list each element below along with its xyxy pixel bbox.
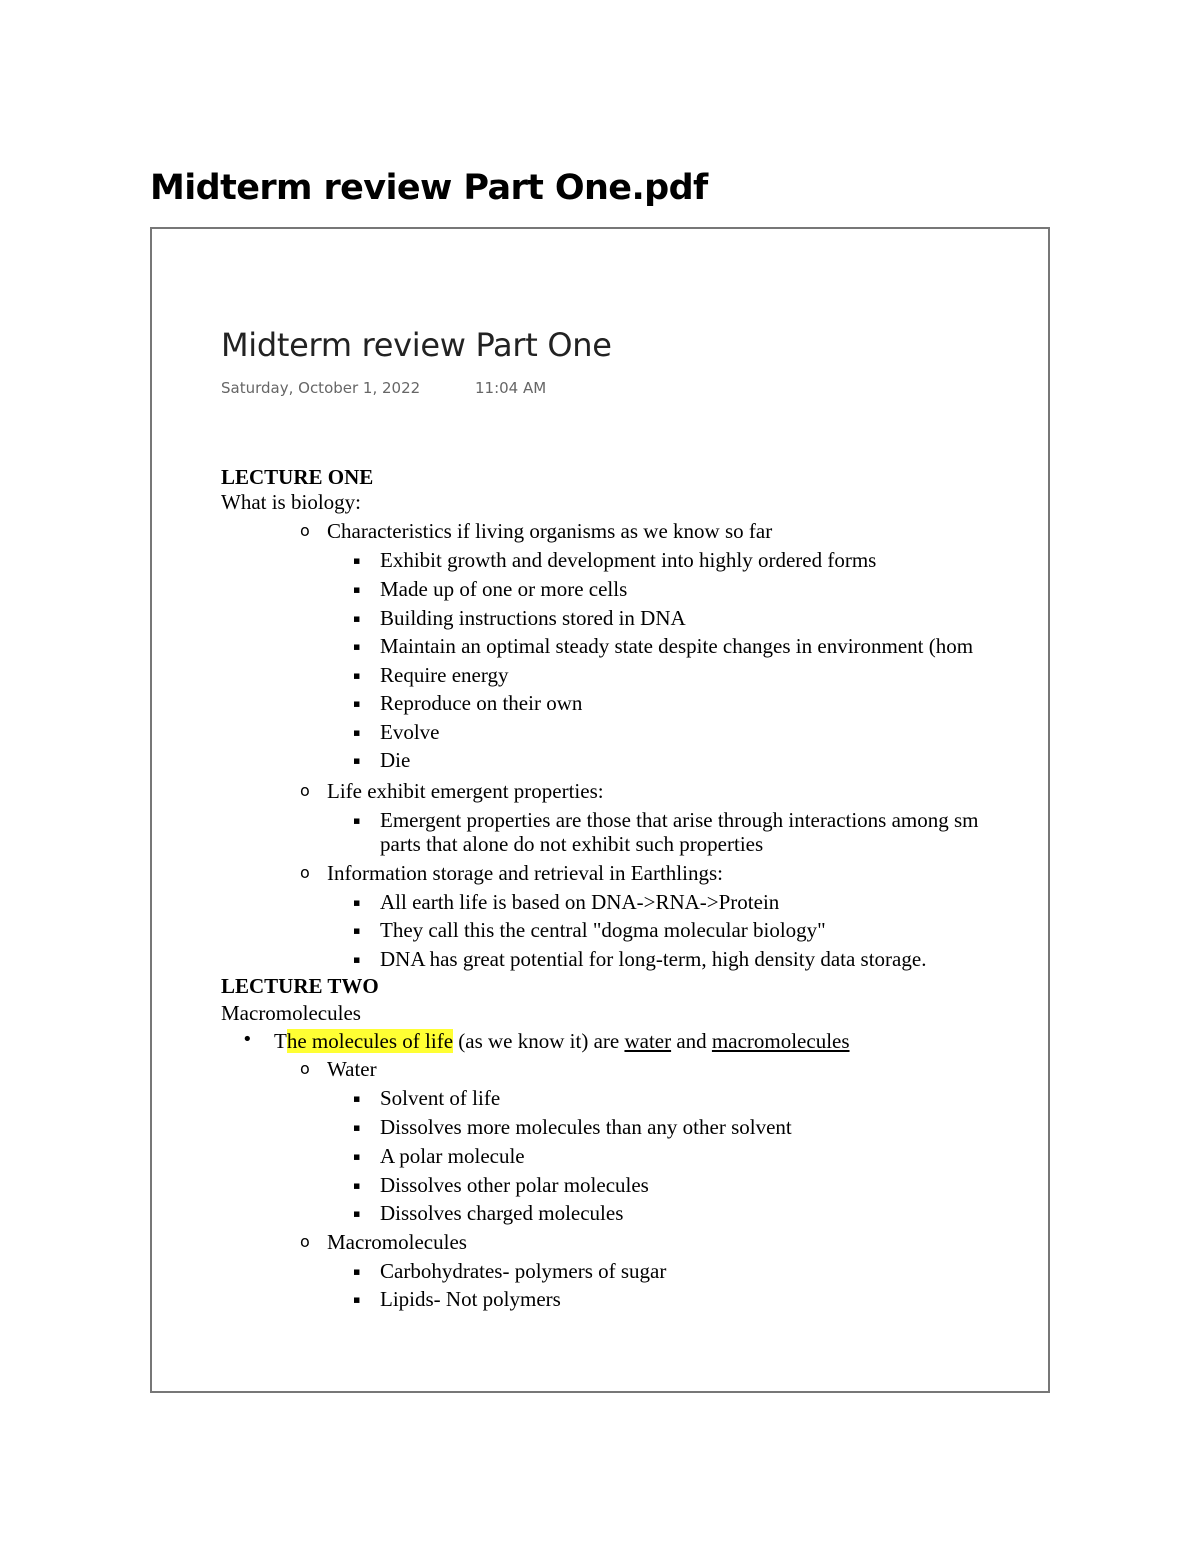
list-item-text: Evolve — [380, 720, 440, 744]
list-item — [353, 547, 877, 573]
list-item-text: Dissolves charged molecules — [380, 1201, 624, 1225]
lecture-one-heading: LECTURE ONE — [221, 465, 374, 489]
list-item — [353, 889, 780, 915]
circle-bullet-icon: o — [300, 781, 310, 800]
underlined-water: water — [624, 1029, 672, 1053]
list-item-text: Macromolecules — [327, 1230, 467, 1254]
list-item — [353, 747, 411, 773]
square-bullet-icon: ▪ — [353, 669, 361, 682]
list-item — [300, 860, 723, 886]
list-item — [300, 778, 604, 804]
main-point-mid: (as we know it) are — [453, 1029, 625, 1053]
list-item-continuation: parts that alone do not exhibit such properties — [380, 832, 764, 856]
square-bullet-icon: ▪ — [353, 1179, 361, 1192]
list-item-text: Dissolves more molecules than any other solvent — [380, 1115, 792, 1139]
list-item-text: Water — [327, 1057, 377, 1081]
square-bullet-icon: ▪ — [353, 1121, 361, 1134]
list-item-text: Solvent of life — [380, 1086, 501, 1110]
main-point-pre: T — [274, 1029, 287, 1053]
list-item-text: Carbohydrates- polymers of sugar — [380, 1259, 667, 1283]
circle-bullet-icon: o — [300, 1059, 310, 1078]
disc-bullet-icon: • — [242, 1029, 253, 1050]
list-item-text: A polar molecule — [380, 1144, 525, 1168]
highlighted-text: he molecules of life — [286, 1029, 454, 1053]
pdf-page[interactable] — [150, 227, 1050, 1393]
list-item-text: DNA has great potential for long-term, high density data storage. — [380, 947, 927, 971]
list-item — [353, 807, 979, 833]
list-item — [300, 1229, 467, 1255]
list-item — [353, 662, 509, 688]
square-bullet-icon: ▪ — [353, 726, 361, 739]
square-bullet-icon: ▪ — [353, 1150, 361, 1163]
list-item-text: Lipids- Not polymers — [380, 1287, 561, 1311]
list-item — [353, 917, 826, 943]
file-title: Midterm review Part One.pdf — [150, 168, 708, 208]
list-item — [353, 633, 974, 659]
list-item-text: They call this the central "dogma molecular biology" — [380, 918, 826, 942]
underlined-macromolecules: macromolecules — [711, 1029, 850, 1053]
list-item — [353, 719, 440, 745]
square-bullet-icon: ▪ — [353, 554, 361, 567]
square-bullet-icon: ▪ — [353, 924, 361, 937]
list-item — [353, 1114, 792, 1140]
list-item-text: Maintain an optimal steady state despite changes in environment (hom — [380, 634, 974, 658]
note-time: 11:04 AM — [475, 379, 547, 397]
square-bullet-icon: ▪ — [353, 754, 361, 767]
square-bullet-icon: ▪ — [353, 1207, 361, 1220]
list-item — [353, 946, 927, 972]
list-item-text: Information storage and retrieval in Earthlings: — [327, 861, 723, 885]
square-bullet-icon: ▪ — [353, 1293, 361, 1306]
list-item-text: Emergent properties are those that arise through interactions among sm — [380, 808, 979, 832]
square-bullet-icon: ▪ — [353, 896, 361, 909]
list-item-text: Die — [380, 748, 411, 772]
circle-bullet-icon: o — [300, 1232, 310, 1251]
list-item — [242, 1028, 850, 1054]
list-item — [353, 1286, 561, 1312]
circle-bullet-icon: o — [300, 521, 310, 540]
square-bullet-icon: ▪ — [353, 1265, 361, 1278]
list-item — [353, 605, 686, 631]
list-item-text: Dissolves other polar molecules — [380, 1173, 649, 1197]
list-item — [353, 1143, 525, 1169]
list-item — [353, 1258, 667, 1284]
square-bullet-icon: ▪ — [353, 814, 361, 827]
list-item — [353, 1085, 501, 1111]
note-title: Midterm review Part One — [221, 326, 612, 364]
square-bullet-icon: ▪ — [353, 612, 361, 625]
list-item — [353, 576, 628, 602]
lecture-one-intro: What is biology: — [221, 490, 361, 514]
square-bullet-icon: ▪ — [353, 953, 361, 966]
list-item-text: Characteristics if living organisms as we know so far — [327, 519, 773, 543]
square-bullet-icon: ▪ — [353, 697, 361, 710]
list-item — [300, 1056, 377, 1082]
square-bullet-icon: ▪ — [353, 583, 361, 596]
list-item-text: Exhibit growth and development into highly ordered forms — [380, 548, 877, 572]
main-point-and: and — [671, 1029, 712, 1053]
square-bullet-icon: ▪ — [353, 640, 361, 653]
lecture-two-heading: LECTURE TWO — [221, 974, 379, 998]
note-date: Saturday, October 1, 2022 — [221, 379, 421, 397]
list-item — [353, 1172, 649, 1198]
list-item — [353, 1200, 624, 1226]
list-item-text: Made up of one or more cells — [380, 577, 628, 601]
list-item — [300, 518, 773, 544]
list-item-text: Building instructions stored in DNA — [380, 606, 686, 630]
circle-bullet-icon: o — [300, 863, 310, 882]
lecture-two-intro: Macromolecules — [221, 1001, 361, 1025]
list-item-text: Require energy — [380, 663, 509, 687]
list-item — [353, 690, 583, 716]
list-item-text: Life exhibit emergent properties: — [327, 779, 604, 803]
list-item-text: All earth life is based on DNA->RNA->Protein — [380, 890, 780, 914]
square-bullet-icon: ▪ — [353, 1092, 361, 1105]
list-item-text: Reproduce on their own — [380, 691, 583, 715]
